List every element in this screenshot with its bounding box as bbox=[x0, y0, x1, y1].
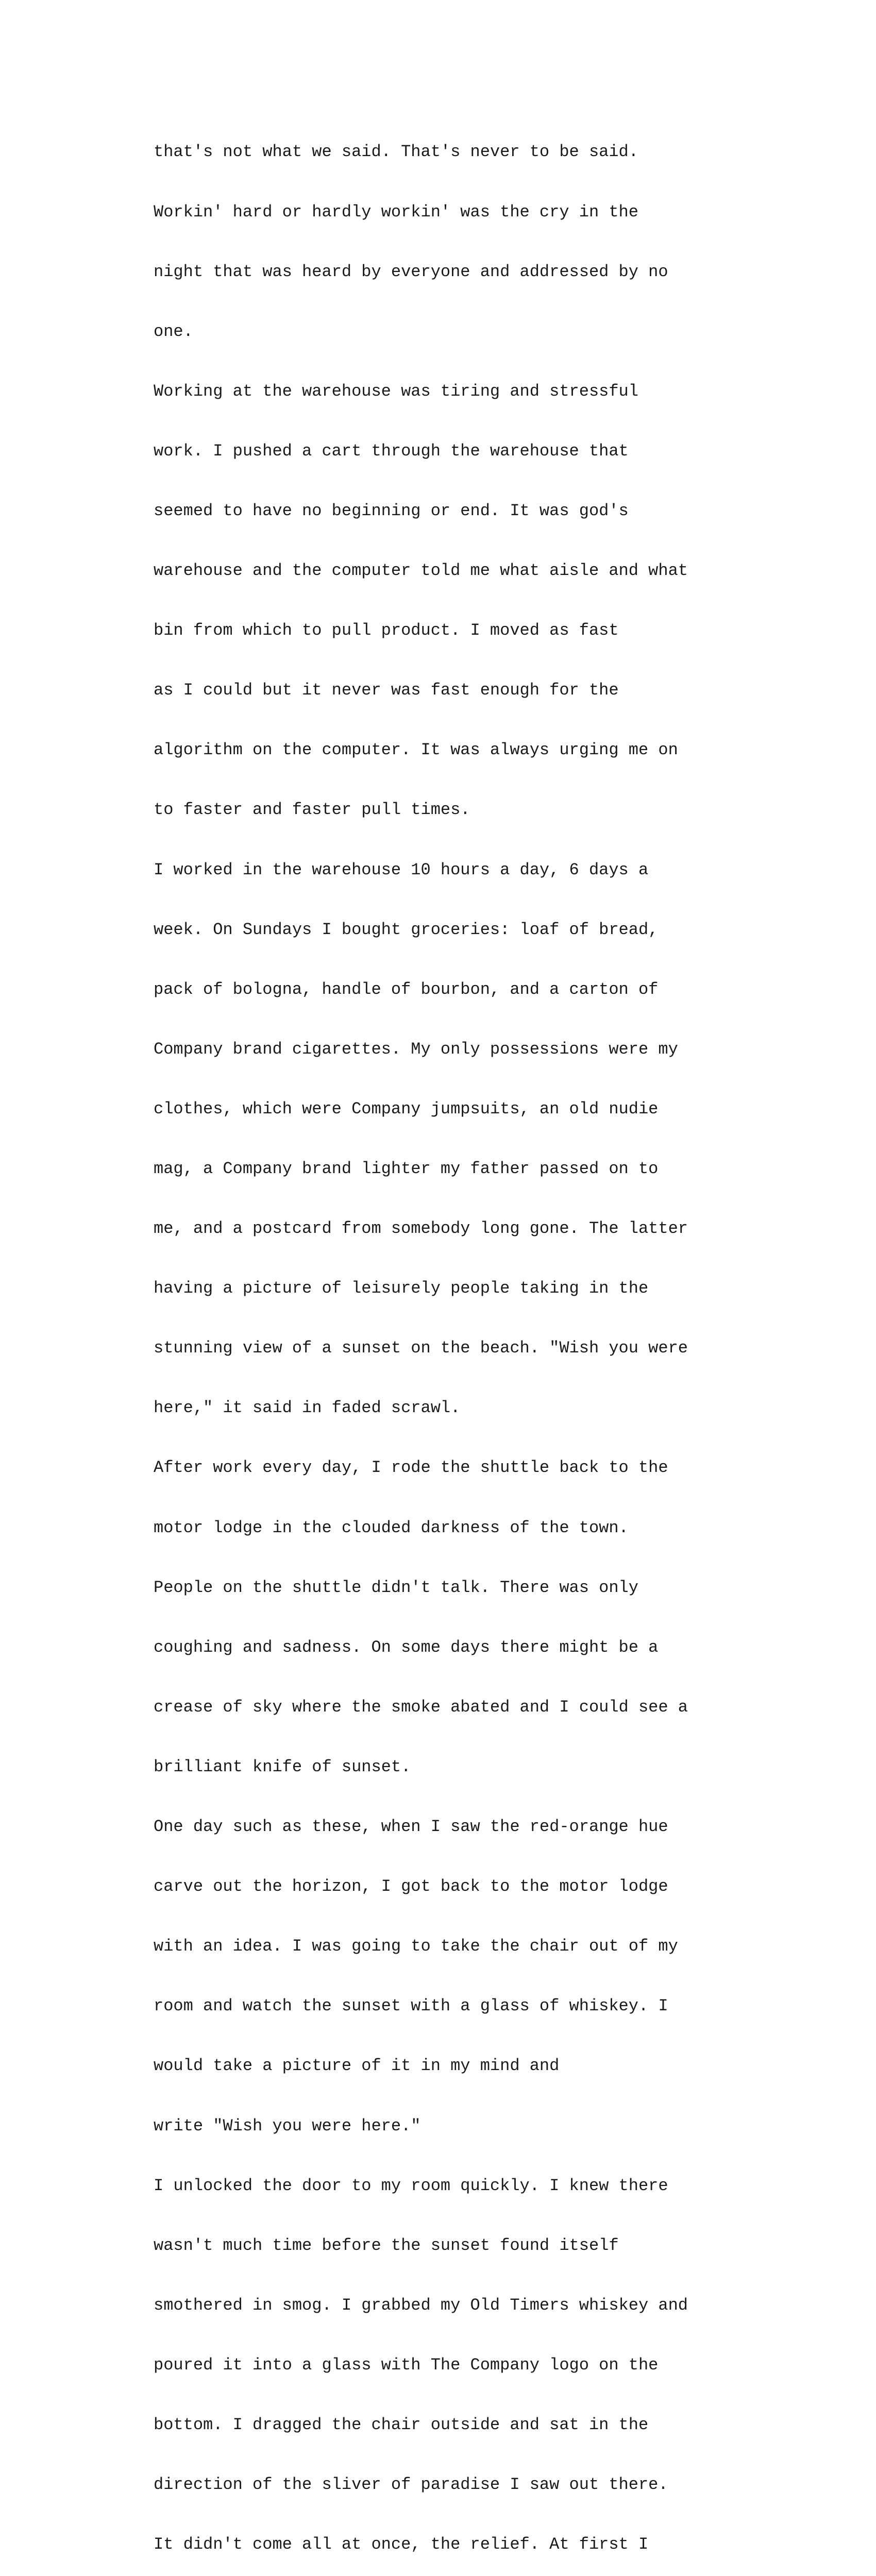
text-line: One day such as these, when I saw the red-orange hue bbox=[154, 1817, 668, 1837]
text-line: bin from which to pull product. I moved as fast bbox=[154, 621, 619, 640]
text-line: wasn't much time before the sunset found itself bbox=[154, 2235, 619, 2255]
text-line: direction of the sliver of paradise I saw out there. bbox=[154, 2475, 668, 2495]
text-line: with an idea. I was going to take the chair out of my bbox=[154, 1937, 678, 1956]
text-line: brilliant knife of sunset. bbox=[154, 1757, 411, 1776]
text-line: coughing and sadness. On some days there might be a bbox=[154, 1637, 659, 1657]
text-line: I worked in the warehouse 10 hours a day, 6 days a bbox=[154, 860, 649, 879]
text-line: that's not what we said. That's never to be said. bbox=[154, 142, 638, 162]
text-line: People on the shuttle didn't talk. There was only bbox=[154, 1578, 638, 1597]
text-line: pack of bologna, handle of bourbon, and a carton of bbox=[154, 979, 659, 999]
text-line: clothes, which were Company jumpsuits, an old nudie bbox=[154, 1099, 659, 1118]
text-line: poured it into a glass with The Company logo on the bbox=[154, 2355, 659, 2375]
text-line: work. I pushed a cart through the warehouse that bbox=[154, 441, 629, 461]
text-line: mag, a Company brand lighter my father passed on to bbox=[154, 1159, 659, 1178]
text-line: warehouse and the computer told me what aisle and what bbox=[154, 561, 688, 581]
text-line: Working at the warehouse was tiring and stressful bbox=[154, 381, 638, 401]
text-line: here," it said in faded scrawl. bbox=[154, 1398, 461, 1418]
text-line: It didn't come all at once, the relief. At first I bbox=[154, 2535, 649, 2554]
text-line: I unlocked the door to my room quickly. I knew there bbox=[154, 2176, 668, 2195]
text-line: Workin' hard or hardly workin' was the cry in the bbox=[154, 202, 638, 222]
text-line: crease of sky where the smoke abated and I could see a bbox=[154, 1697, 688, 1717]
text-line: week. On Sundays I bought groceries: loaf of bread, bbox=[154, 920, 659, 939]
text-line: smothered in smog. I grabbed my Old Timers whiskey and bbox=[154, 2295, 688, 2315]
text-line: night that was heard by everyone and addressed by no bbox=[154, 262, 668, 281]
text-line: having a picture of leisurely people taking in the bbox=[154, 1279, 649, 1298]
text-line: to faster and faster pull times. bbox=[154, 800, 470, 820]
text-line: would take a picture of it in my mind and bbox=[154, 2056, 560, 2076]
text-line: motor lodge in the clouded darkness of the town. bbox=[154, 1518, 629, 1537]
text-line: carve out the horizon, I got back to the motor lodge bbox=[154, 1877, 668, 1896]
text-line: algorithm on the computer. It was always urging me on bbox=[154, 740, 678, 760]
text-line: as I could but it never was fast enough for the bbox=[154, 681, 619, 700]
text-line: bottom. I dragged the chair outside and sat in the bbox=[154, 2415, 649, 2434]
text-line: room and watch the sunset with a glass of whiskey. I bbox=[154, 1996, 668, 2016]
text-line: one. bbox=[154, 321, 193, 341]
body-text bbox=[154, 103, 741, 2576]
text-line: After work every day, I rode the shuttle back to the bbox=[154, 1458, 668, 1478]
text-line: me, and a postcard from somebody long gone. The latter bbox=[154, 1219, 688, 1239]
text-line: seemed to have no beginning or end. It was god's bbox=[154, 501, 629, 520]
text-line: Company brand cigarettes. My only possessions were my bbox=[154, 1039, 678, 1059]
text-line: write "Wish you were here." bbox=[154, 2116, 421, 2136]
text-line: stunning view of a sunset on the beach. "Wish you were bbox=[154, 1338, 688, 1358]
